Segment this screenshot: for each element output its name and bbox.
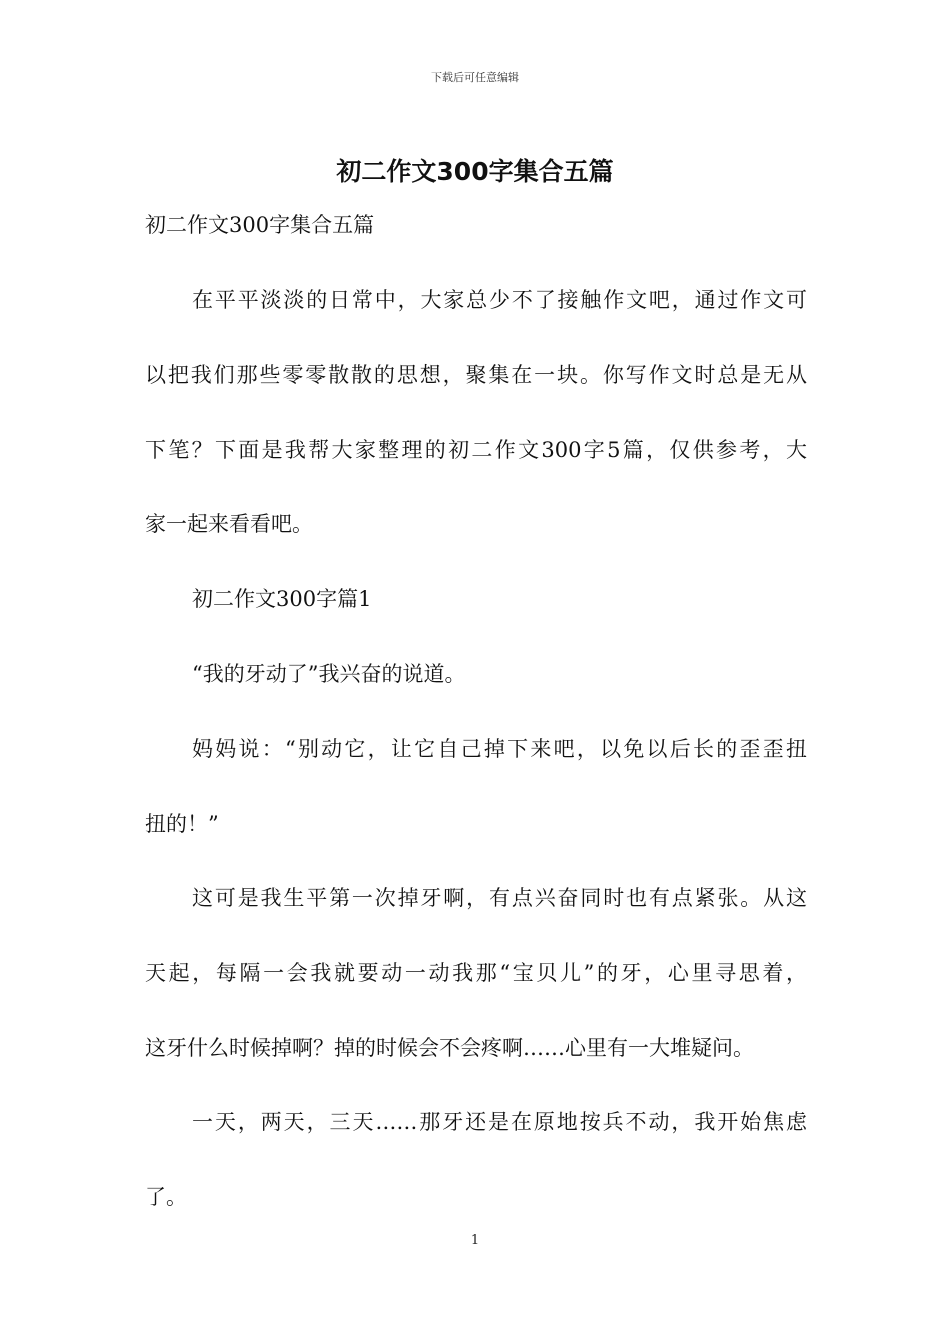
paragraph-line: 了。 bbox=[145, 1185, 187, 1209]
paragraph-line: 这牙什么时候掉啊？掉的时候会不会疼啊……心里有一大堆疑问。 bbox=[145, 1036, 754, 1060]
paragraph-line: 在平平淡淡的日常中，大家总少不了接触作文吧，通过作文可 bbox=[192, 288, 807, 312]
paragraph-line: “我的牙动了”我兴奋的说道。 bbox=[192, 662, 466, 686]
paragraph-line: 以把我们那些零零散散的思想，聚集在一块。你写作文时总是无从 bbox=[145, 363, 807, 387]
paragraph-line: 天起，每隔一会我就要动一动我那“宝贝儿”的牙，心里寻思着， bbox=[145, 961, 807, 985]
section-heading: 初二作文300字篇1 bbox=[192, 587, 372, 611]
page-number: 1 bbox=[470, 1233, 480, 1248]
document-title: 初二作文300字集合五篇 bbox=[336, 157, 614, 186]
header-note: 下载后可任意编辑 bbox=[431, 71, 519, 84]
paragraph-line: 妈妈说：“别动它，让它自己掉下来吧，以免以后长的歪歪扭 bbox=[192, 737, 807, 761]
paragraph-line: 扭的！” bbox=[145, 812, 219, 836]
document-subtitle: 初二作文300字集合五篇 bbox=[145, 213, 375, 237]
paragraph-line: 一天，两天，三天……那牙还是在原地按兵不动，我开始焦虑 bbox=[192, 1110, 807, 1134]
paragraph-line: 下笔？下面是我帮大家整理的初二作文300字5篇，仅供参考，大 bbox=[145, 438, 807, 462]
paragraph-line: 这可是我生平第一次掉牙啊，有点兴奋同时也有点紧张。从这 bbox=[192, 886, 807, 910]
paragraph-line: 家一起来看看吧。 bbox=[145, 512, 313, 536]
